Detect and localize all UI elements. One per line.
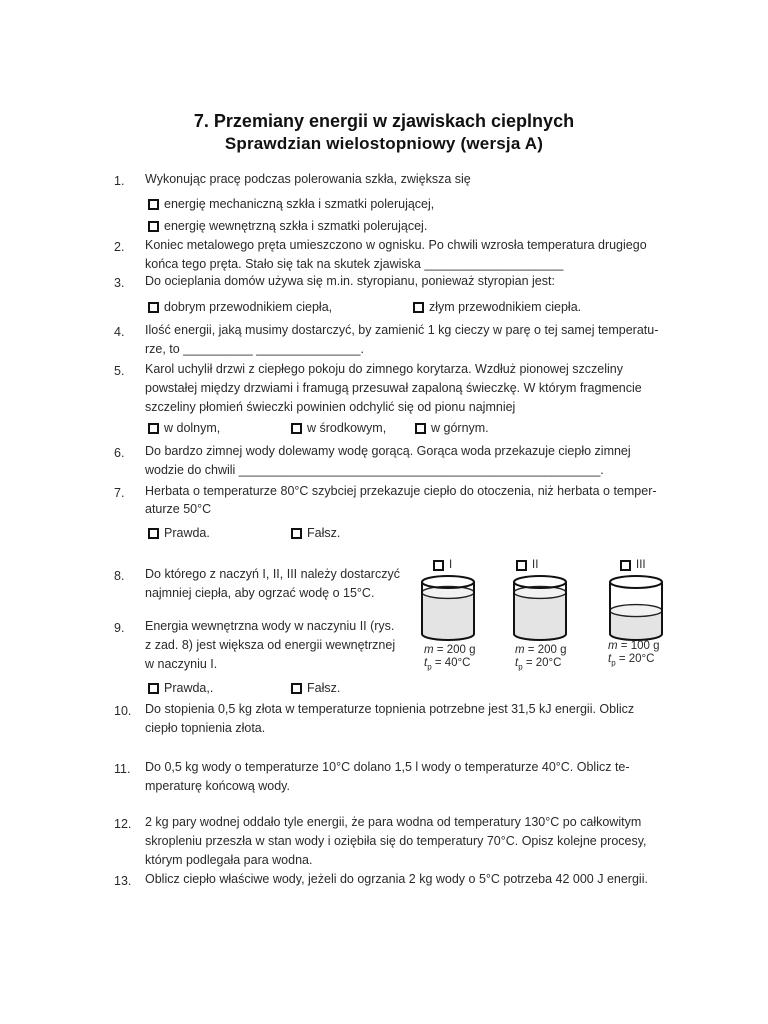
vessel-1-mass-value: = 200 g: [436, 644, 476, 656]
vessel-2-mass-value: = 200 g: [527, 644, 567, 656]
checkbox-icon[interactable]: [415, 423, 426, 434]
q1-option-a[interactable]: [148, 197, 434, 211]
q4-number: 4.: [114, 325, 125, 339]
q7-option-b[interactable]: [291, 526, 340, 540]
checkbox-icon[interactable]: [148, 683, 159, 694]
checkbox-icon[interactable]: [148, 302, 159, 313]
q10-number: 10.: [114, 704, 132, 718]
q4-line2: rze, to __________ _______________.: [145, 342, 364, 356]
checkbox-icon[interactable]: [291, 528, 302, 539]
mass-symbol: m: [608, 640, 618, 652]
q3-number: 3.: [114, 276, 125, 290]
checkbox-icon[interactable]: [291, 683, 302, 694]
q12-line1: 2 kg pary wodnej oddało tyle energii, że para wodna od temperatury 130°C po całkowitym: [145, 815, 642, 829]
temp-symbol: t: [424, 657, 428, 669]
water-body: [422, 592, 474, 640]
water-surface: [610, 605, 662, 617]
vessel-3-mass-value: = 100 g: [620, 640, 660, 652]
q5-option-a-label: w dolnym,: [164, 421, 221, 435]
vessel-3-label: III: [636, 559, 646, 571]
vessel-1-choice[interactable]: [433, 559, 452, 571]
vessel-1-label: I: [449, 559, 453, 571]
q7-option-b-label: Fałsz.: [307, 526, 341, 540]
q9-line2: z zad. 8) jest większa od energii wewnętrznej: [145, 638, 396, 652]
q11-number: 11.: [114, 762, 131, 776]
checkbox-icon[interactable]: [148, 221, 159, 232]
vessel-1-temp-value: = 40°C: [434, 657, 471, 669]
q7-number: 7.: [114, 486, 125, 500]
q5-option-c-label: w górnym.: [431, 421, 489, 435]
vessel-3-choice[interactable]: [620, 559, 646, 571]
q10-line2: ciepło topnienia złota.: [145, 721, 266, 735]
q5-option-b-label: w środkowym,: [307, 421, 387, 435]
temp-subscript: p: [518, 662, 523, 672]
q3-option-a-label: dobrym przewodnikiem ciepła,: [164, 300, 333, 314]
q5-line1: Karol uchylił drzwi z ciepłego pokoju do zimnego korytarza. Wzdłuż pionowej szczeliny: [145, 362, 623, 376]
q12-number: 12.: [114, 817, 132, 831]
temp-subscript: p: [611, 658, 616, 668]
checkbox-icon[interactable]: [516, 560, 527, 571]
q5-number: 5.: [114, 364, 125, 378]
q7-line1: Herbata o temperaturze 80°C szybciej przekazuje ciepło do otoczenia, niż herbata o temper-: [145, 484, 657, 498]
q1-option-b[interactable]: [148, 219, 427, 233]
q9-option-b-label: Fałsz.: [307, 681, 341, 695]
checkbox-icon[interactable]: [433, 560, 444, 571]
temp-symbol: t: [608, 653, 612, 665]
vessel-2-temp: [515, 656, 561, 674]
mass-symbol: m: [515, 644, 525, 656]
q11-line1: Do 0,5 kg wody o temperaturze 10°C dolano 1,5 l wody o temperaturze 40°C. Oblicz te-: [145, 760, 630, 774]
q7-option-a-label: Prawda.: [164, 526, 210, 540]
vessel-2-choice[interactable]: [516, 559, 538, 571]
q8-line1: Do którego z naczyń I, II, III należy dostarczyć: [145, 567, 400, 581]
q1-option-b-label: energię wewnętrzną szkła i szmatki polerującej.: [164, 219, 428, 233]
vessel-3-temp-value: = 20°C: [618, 653, 655, 665]
q10-line1: Do stopienia 0,5 kg złota w temperaturze topnienia potrzebne jest 31,5 kJ energii. Oblicz: [145, 702, 635, 716]
q6-line1: Do bardzo zimnej wody dolewamy wodę gorącą. Gorąca woda przekazuje ciepło zimnej: [145, 444, 631, 458]
page-title: 7. Przemiany energii w zjawiskach cieplnych: [193, 111, 575, 131]
q9-line3: w naczyniu I.: [145, 657, 218, 671]
q1-option-a-label: energię mechaniczną szkła i szmatki polerującej,: [164, 197, 435, 211]
q9-line1: Energia wewnętrzna wody w naczyniu II (rys.: [145, 619, 395, 633]
temp-subscript: p: [427, 662, 432, 672]
q6-number: 6.: [114, 446, 125, 460]
vessel-2-cylinder: [510, 572, 570, 644]
water-body: [514, 592, 566, 640]
checkbox-icon[interactable]: [148, 423, 159, 434]
vessel-3-temp: [608, 652, 654, 670]
q7-line2: aturze 50°C: [145, 502, 212, 516]
q9-option-a[interactable]: [148, 681, 213, 695]
checkbox-icon[interactable]: [148, 199, 159, 210]
checkbox-icon[interactable]: [620, 560, 631, 571]
q6-line2: wodzie do chwili ____________________________________________________.: [145, 463, 604, 477]
q5-line3: szczeliny płomień świeczki powinien odchylić się od pionu najmniej: [145, 400, 516, 414]
checkbox-icon[interactable]: [148, 528, 159, 539]
q9-option-a-label: Prawda,.: [164, 681, 214, 695]
checkbox-icon[interactable]: [413, 302, 424, 313]
q8-line2: najmniej ciepła, aby ogrzać wodę o 15°C.: [145, 586, 375, 600]
q2-line1: Koniec metalowego pręta umieszczono w ognisku. Po chwili wzrosła temperatura drugiego: [145, 238, 647, 252]
q5-option-a[interactable]: [148, 421, 220, 435]
page-subtitle: Sprawdzian wielostopniowy (wersja A): [224, 134, 544, 153]
q2-number: 2.: [114, 240, 125, 254]
q3-option-a[interactable]: [148, 300, 332, 314]
temp-symbol: t: [515, 657, 519, 669]
q11-line2: mperaturę końcową wody.: [145, 779, 290, 793]
q2-line2: końca tego pręta. Stało się tak na skutek zjawiska ____________________: [145, 257, 564, 271]
vessel-2-temp-value: = 20°C: [525, 657, 562, 669]
q3-text: Do ocieplania domów używa się m.in. styropianu, ponieważ styropian jest:: [145, 274, 555, 288]
q5-option-b[interactable]: [291, 421, 386, 435]
q1-number: 1.: [114, 174, 125, 188]
q3-option-b-label: złym przewodnikiem ciepła.: [429, 300, 582, 314]
q12-line2: skropleniu przeszła w stan wody i oziębiła się do temperatury 70°C. Opisz kolejne procesy,: [145, 834, 647, 848]
q13-text: Oblicz ciepło właściwe wody, jeżeli do ogrzania 2 kg wody o 5°C potrzeba 42 000 J energii.: [145, 872, 648, 886]
q5-option-c[interactable]: [415, 421, 489, 435]
checkbox-icon[interactable]: [291, 423, 302, 434]
vessel-1-temp: [424, 656, 470, 674]
q1-text: Wykonując pracę podczas polerowania szkła, zwiększa się: [145, 172, 471, 186]
q9-number: 9.: [114, 621, 125, 635]
q5-line2: powstałej między drzwiami i framugą przesuwał zapaloną świeczkę. W którym fragmencie: [145, 381, 642, 395]
q13-number: 13.: [114, 874, 132, 888]
vessel-1-cylinder: [418, 572, 478, 644]
vessel-3-cylinder: [606, 572, 666, 644]
q8-number: 8.: [114, 569, 125, 583]
q4-line1: Ilość energii, jaką musimy dostarczyć, by zamienić 1 kg cieczy w parę o tej samej temperatu-: [145, 323, 659, 337]
mass-symbol: m: [424, 644, 434, 656]
vessel-rim: [610, 576, 662, 588]
vessel-2-label: II: [532, 559, 539, 571]
q12-line3: którym podlegała para wodna.: [145, 853, 313, 867]
q3-option-b[interactable]: [413, 300, 581, 314]
q7-option-a[interactable]: [148, 526, 210, 540]
q9-option-b[interactable]: [291, 681, 340, 695]
